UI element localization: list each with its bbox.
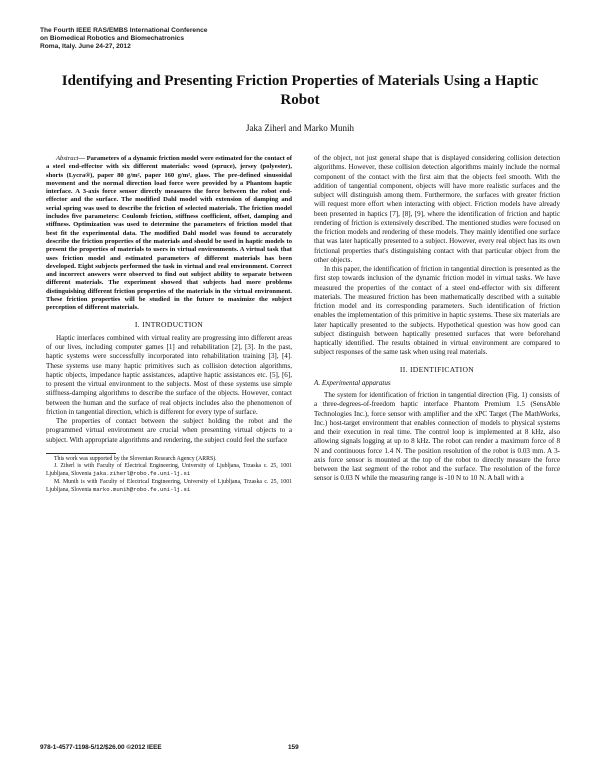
right-column [314,154,560,484]
footnote-ziherl [46,463,292,478]
footer-copyright: 978-1-4577-1198-5/12/$26.00 ©2012 IEEE [40,744,162,751]
intro-paragraph-1: Haptic interfaces combined with virtual reality are progressing into different areas of our lives, including computer games [1] and rehabilitation [2], [3]. In the past, haptic systems were successfully incorporated into rehabilitation training [3], [4]. These systems use many haptic primitives such as collision detection algorithms, haptic objects, impedance haptic assistances, adaptive haptic assistances etc. [5], [6], to present the virtual environment to the subjects. Most of these systems use simple stiffness-damping algorithms to describe the surface of the objects. However, contact between the human and the surface of real objects includes also the phenomenon of friction in tangential direction, which is different for every type of surface. [46,333,292,416]
footnote-munih [46,479,292,494]
conference-line-1: The Fourth IEEE RAS/EMBS International Conference [40,27,208,34]
abstract-lead: Abstract [56,155,79,162]
abstract [46,155,292,313]
page-number: 159 [288,744,299,751]
subsection-heading-apparatus: A. Experimental apparatus [314,378,391,387]
right-paragraph-2: In this paper, the identification of friction in tangential direction is presented as the first step towards inclusion of the dynamic friction model in virtual tasks. We have measured the properties of the contact of a steel end-effector with six different materials. The measured friction has been mathematically described with a suitable friction model and its corresponding parameters. Such identification of friction enables the implementation of this primitive in haptic systems. These six materials are later haptically presented to the subjects. Hypothetical question was how good can subject distinguish between haptically presented surfaces that were beforehand haptically identified. The results obtained in virtual environment are compared to subject responses of the same task when using real materials. [314,265,560,357]
section-heading-introduction: I. INTRODUCTION [134,319,204,329]
footnote-ziherl-email: jaka.ziherl@robo.fe.uni-lj.si [92,470,191,478]
footnote-munih-affiliation: M. Munih is with Faculty of Electrical Engineering, University of Ljubljana, Trzaska c. 25, 1001 Ljubljana, Slovenia [46,478,292,493]
paper-authors: Jaka Ziherl and Marko Munih [246,123,354,133]
abstract-text: — Parameters of a dynamic friction model were estimated for the contact of a steel end-effector with six different materials: wood (spruce), jersey (polyester), shorts (Lycra®), paper 80 g/m², paper 160 g/m², glass. The pre-defined sinusoidal movement and the normal direction load force were provided by a Phantom haptic interface. A 3-axis force sensor directly measures the force between the robot end-effector and the surface. The modified Dahl model with extension of damping and serial spring was used to describe the friction of selected materials. The friction model includes five parameters: Coulomb friction, stiffness coefficient, offset, damping and stiffness. Optimization was used to determine the parameters of friction model that best fit the experimental data. The modified Dahl model was found to accurately describe the friction properties of the materials and should be used in haptic models to present the properties of materials to users in virtual environments. A virtual task that uses friction model and estimated parameters of different materials has been developed. Eight subjects performed the task in virtual and real environment. Correct and incorrect answers were observed to find out subject ability to separate between different materials. The experiment showed that subjects had more problems distinguishing different friction properties of the materials in the virtual environment. These friction properties will be studied in the future to maximize the subject perception of different materials. [46,155,292,312]
left-column [46,155,292,494]
paper-title: Identifying and Presenting Friction Properties of Materials Using a Haptic Robot [61,73,539,108]
intro-paragraph-2: The properties of contact between the subject holding the robot and the programmed virtual environment are crucial when presenting virtual objects to a subject. With appropriate algorithms and rendering, the subject could feel the surface [46,417,292,444]
identification-paragraph-1: The system for identification of friction in tangential direction (Fig. 1) consists of a three-degrees-of-freedom haptic interface Phantom Premium 1.5 (SensAble Technologies Inc.), force sensor with amplifier and the xPC Target (The MathWorks, Inc.) host-target environment that enables connection of models to physical systems and their execution in real time. The control loop is implemented at 8 kHz, also allowing signals logging at up to 8 kHz. The robot can render a maximum force of 8 N and continuous force 1.4 N. The position resolution of the robot is 0.03 mm. A 3-axis force sensor is mounted at the top of the robot to directly measure the force between the last segment of the robot and the surface. The resolution of the force sensor is 0.03 N while the measuring range is -10 N to 10 N. A ball with a [314,391,560,483]
footnote-ziherl-affiliation: J. Ziherl is with Faculty of Electrical Engineering, University of Ljubljana, Trzaska c. 25, 1001 Ljubljana, Slovenia [46,463,292,478]
right-paragraph-1: of the object, not just general shape that is displayed considering collision detection algorithms. However, these collision detection algorithms mainly include the normal component of the contact with the first aim that the objects feel smooth. With the addition of tangential component, objects will have more realistic surfaces and the subject will distinguish among them. Furthermore, the surfaces with greater friction will request more effort when interacting with object. Friction models have already been presented in haptics [7], [8], [9], where the identification of friction and haptic rendering of friction is extensively described. The mentioned studies were focused on the friction models and rendering of these models. They mainly identified one surface that was later haptically presented to a subject. However, every real object has its own frictional properties that's distinguishing contact with that particular object from the other objects. [314,154,560,264]
conference-line-3: Roma, Italy. June 24-27, 2012 [40,43,131,50]
conference-header [40,27,340,51]
footnotes [46,456,292,494]
footnote-support: This work was supported by the Slovenian Research Agency (ARRS). [54,455,217,462]
conference-line-2: on Biomedical Robotics and Biomechatronics [40,35,184,42]
footnote-rule [46,453,116,454]
section-heading-identification: II. IDENTIFICATION [399,364,475,374]
footnote-munih-email: marko.munih@robo.fe.uni-lj.si [92,485,191,493]
